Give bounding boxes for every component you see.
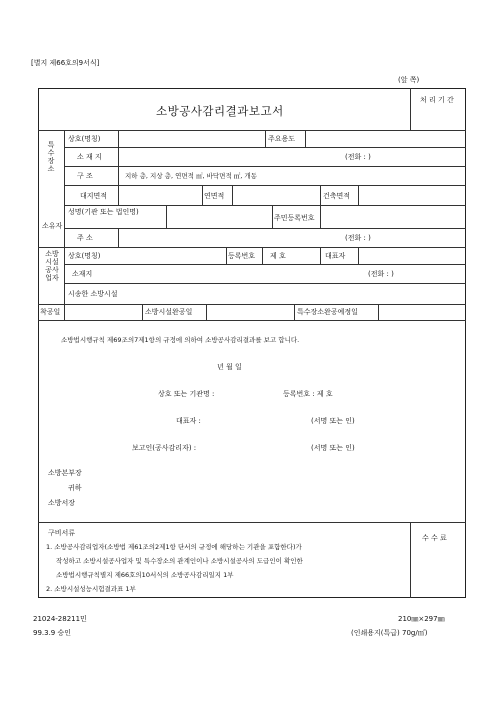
- divider: [64, 247, 65, 304]
- site-address-label: 소 재 지: [77, 153, 102, 161]
- contractor-representative-label: 대표자: [325, 252, 346, 260]
- divider: [305, 130, 306, 147]
- recipient-honorific: 귀하: [68, 484, 82, 492]
- paper-size: 210㎜×297㎜: [398, 615, 445, 623]
- date-line: 년 월 일: [217, 363, 242, 371]
- divider: [272, 205, 273, 228]
- divider: [64, 264, 466, 265]
- divider: [64, 304, 65, 320]
- representative-signature-label: 대표자 :: [176, 417, 201, 425]
- owner-phone: (전화 : ): [345, 234, 371, 242]
- approval-date: 99.3.9 승인: [33, 629, 72, 637]
- divider: [64, 205, 65, 247]
- form-number: [별지 제66호의9서식]: [31, 59, 100, 67]
- divider: [118, 185, 119, 205]
- divider: [294, 304, 295, 320]
- divider: [320, 185, 321, 205]
- divider: [358, 185, 359, 205]
- divider: [38, 247, 466, 248]
- divider: [118, 228, 119, 247]
- owner-resident-number-label: 주민등록번호: [274, 214, 315, 222]
- company-signature-label: 상호 또는 기관명 :: [158, 390, 215, 398]
- divider: [38, 320, 466, 321]
- page-side-label: (앞 쪽): [398, 76, 420, 84]
- site-building-area-label: 건축면적: [323, 192, 351, 200]
- divider: [358, 247, 359, 264]
- contractor-address-label: 소재지: [72, 270, 93, 278]
- attachment-item: 2. 소방시설성능시험결과표 1부: [46, 585, 136, 593]
- owner-section-label: 소유자: [42, 222, 63, 230]
- sign-or-seal-note: (서명 또는 인): [311, 444, 355, 452]
- divider: [265, 130, 266, 147]
- completion-date-label: 소방시설완공일: [145, 308, 193, 316]
- divider: [320, 247, 321, 264]
- form-code: 21024-28211민: [33, 615, 87, 623]
- divider: [118, 166, 119, 185]
- sign-or-seal-note: (서명 또는 인): [311, 417, 355, 425]
- divider: [378, 304, 379, 320]
- divider: [118, 147, 119, 166]
- site-section-label: 특 수 장 소: [47, 141, 55, 174]
- divider: [38, 304, 466, 305]
- divider: [410, 522, 411, 598]
- owner-address-label: 주 소: [77, 234, 93, 242]
- registration-signature-label: 등록번호 : 제 호: [283, 390, 333, 398]
- recipient-fire-headquarters: 소방본부장: [48, 469, 82, 477]
- contractor-section-label: 소방 시설 공사 업자: [45, 250, 59, 283]
- contractor-company-name-label: 상호(명칭): [68, 252, 101, 260]
- paper-spec: (인쇄용지(특급) 70g/㎡): [351, 629, 428, 637]
- start-date-label: 착공일: [40, 308, 61, 316]
- divider: [226, 247, 227, 264]
- divider: [64, 205, 466, 206]
- contractor-registration-value: 제 호: [270, 252, 286, 260]
- owner-name-label: 성명(기관 또는 법인명): [68, 208, 139, 216]
- site-structure-text: 지하 층, 지상 층, 연면적 ㎡, 바닥면적 ㎡, 개동: [125, 172, 257, 180]
- divider: [118, 130, 119, 147]
- contractor-phone: (전화 : ): [368, 270, 394, 278]
- recipient-fire-station: 소방서장: [48, 499, 76, 507]
- site-land-area-label: 대지면적: [80, 192, 108, 200]
- special-completion-date-label: 특수장소완공예정일: [297, 308, 358, 316]
- divider: [64, 228, 466, 229]
- statement-text: 소방법시행규칙 제69조의7제1항의 규정에 의하여 소방공사감리결과를 보고 합니다.: [61, 336, 300, 344]
- divider: [206, 304, 207, 320]
- attachments-header: 구비서류: [48, 529, 76, 537]
- attachment-item: 1. 소방공사감리업자(소방법 제61조의2제1항 단서의 규정에 해당하는 기관을 포함한다)가: [46, 543, 302, 551]
- divider: [142, 304, 143, 320]
- site-total-floor-area-label: 연면적: [204, 192, 225, 200]
- site-structure-label: 구 조: [77, 172, 93, 180]
- reporter-signature-label: 보고인(공사감리자) :: [132, 444, 197, 452]
- divider: [64, 185, 466, 186]
- divider: [410, 88, 411, 130]
- divider: [166, 205, 167, 228]
- processing-period-label: 처 리 기 간: [420, 96, 454, 104]
- divider: [64, 166, 466, 167]
- contractor-registration-label: 등록번호: [228, 252, 256, 260]
- divider: [202, 185, 203, 205]
- divider: [64, 283, 466, 284]
- divider: [320, 205, 321, 228]
- divider: [232, 185, 233, 205]
- divider: [38, 130, 466, 131]
- divider: [38, 522, 466, 523]
- contractor-facility-label: 시송한 소방시설: [68, 290, 118, 298]
- divider: [262, 247, 263, 264]
- divider: [64, 147, 466, 148]
- form-title: 소방공사감리결과보고서: [156, 104, 284, 118]
- attachment-item: 소방법시행규칙별지 제66호의10서식의 소방공사감리일지 1부: [56, 571, 234, 579]
- site-phone: (전화 : ): [345, 153, 371, 161]
- fee-label: 수 수 료: [422, 534, 447, 542]
- attachment-item: 작성하고 소방시설공사업자 및 특수장소의 관계인이나 소방시설공사의 도급인이 확인한: [56, 557, 303, 565]
- site-main-use-label: 주요용도: [268, 135, 296, 143]
- site-company-name-label: 상호(명칭): [68, 135, 101, 143]
